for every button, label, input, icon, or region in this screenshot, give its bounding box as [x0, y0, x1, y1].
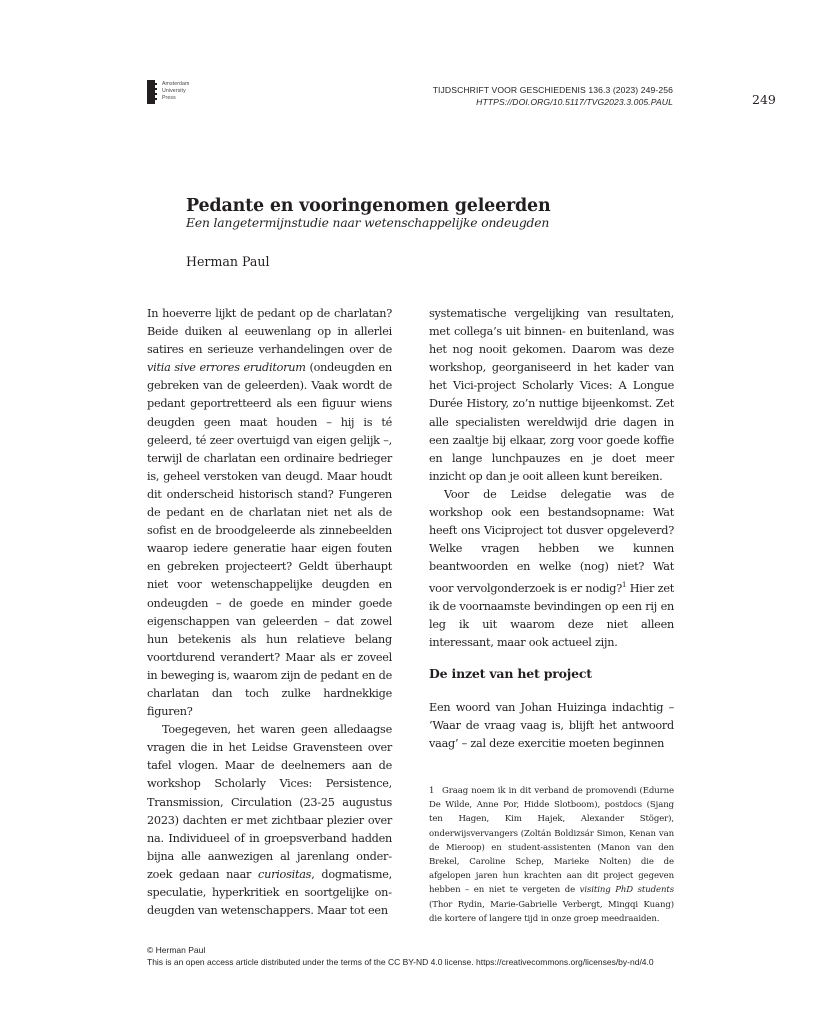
- body-paragraph: Een woord van Johan Huizinga indachtig – ‘Waar de vraag vaag is, blijft het antwoord vaag’ – zal deze exercitie moeten beginnen: [429, 701, 674, 751]
- article-subtitle: Een langetermijnstudie naar wetenschappelijke ondeugden: [186, 216, 550, 230]
- publisher-name-line: University: [162, 88, 186, 94]
- logo-notch: [155, 98, 157, 100]
- body-paragraph: [147, 305, 392, 721]
- body-paragraph: [147, 721, 392, 920]
- article-title: Pedante en vooringenomen geleerden: [186, 196, 551, 216]
- running-header: [433, 84, 673, 108]
- text-run: Hier zet ik de voornaamste bevindingen op een rij en leg ik uit waarom deze niet alleen interessant, maar ook actueel zijn.: [429, 582, 674, 650]
- footnote: [429, 784, 674, 926]
- body-paragraph: systematische vergelijking van resultaten, met collega’s uit binnen- en buitenland, was het nog nooit gekomen. Daarom was deze workshop, georganiseerd in het kader van het Vici-project Scholarly Vices: A Longue Durée History, zo’n nuttige bijeenkomst. Zet alle specialisten wereldwijd drie dagen in een zaaltje bij elkaar, zorg voor goede koffie en lange lunchpauzes en je doet meer inzicht op dan je ooit alleen kunt bereiken.: [429, 307, 674, 483]
- logo-notch: [155, 83, 157, 85]
- text-run: , dogmatisme, speculatie, hyperkritiek en soortgelijke ondeugden van wetenschappers. Maar tot een: [147, 867, 392, 918]
- body-paragraph: [429, 486, 674, 653]
- italic-term: visiting PhD students: [579, 885, 674, 896]
- page-number: 249: [752, 92, 776, 107]
- text-run: Toegegeven, het waren geen alledaagse vragen die in het Leidse Gravensteen over tafel vlogen. Maar de deelnemers aan de workshop Scholarly Vices: Persistence, Transmission, Circulation (23-25 augustus 2023) dachten er met zichtbaar plezier over na. Individueel of in groepsverband hadden bijna alle aanwezigen al jarenlang onderzoek gedaan naar: [147, 723, 392, 881]
- text-run: Voor de Leidse delegatie was de workshop ook een bestandsopname: Wat heeft ons Viciproject tot dusver opgeleverd? Welke vragen hebben we kunnen beantwoorden en welke (nog) niet? Wat voor vervolgonderzoek is er nodig?: [429, 487, 674, 596]
- text-run: (Thor Rydin, Marie-Gabrielle Verbergt, Mingqi Kuang) die kortere of langere tijd in onze groep meedraaiden.: [429, 899, 674, 924]
- section-heading: De inzet van het project: [429, 666, 592, 681]
- body-column-right: [429, 305, 674, 653]
- logo-notch: [155, 93, 157, 95]
- italic-term: curiositas: [258, 867, 312, 881]
- body-column-left: [147, 305, 392, 920]
- footnote-number: 1: [429, 786, 435, 796]
- publisher-name-line: Press: [162, 95, 176, 101]
- text-run: In hoeverre lijkt de pedant op de charlatan? Beide duiken al eeuwenlang op in allerlei satires en serieuze verhandelingen over de: [147, 307, 392, 357]
- italic-term: vitia sive errores eruditorum: [147, 361, 306, 375]
- publisher-name-line: Amsterdam: [162, 81, 190, 87]
- text-run: (ondeugden en gebreken van de geleerden). Vaak wordt de pedant geportretteerd als een figuur wiens deugden geen maat houden – hij is té geleerd, té zeer overtuigd van eigen gelijk –, terwijl de charlatan een ordinaire bedrieger is, geheel verstoken van deugd. Maar houdt dit onderscheid historisch stand? Fungeren de pedant en de charlatan niet net als de sofist en de broodgeleerde als zinnebeelden waarop iedere generatie haar eigen fouten en gebreken projecteert? Geldt überhaupt niet voor wetenschappelijke deugden en ondeugden – de goede en minder goede eigenschappen van geleerden – dat zowel hun betekenis als hun relatieve belang voortdurend verandert? Maar als er zoveel in beweging is, waarom zijn de pedant en de charlatan dan toch zulke hardnekkige figuren?: [147, 361, 393, 719]
- logo-notch: [155, 88, 157, 90]
- text-run: Graag noem ik in dit verband de promovendi (Edurne De Wilde, Anne Por, Hidde Slotboom), postdocs (Sjang ten Hagen, Kim Hajek, Alexander Stöger), onderwijsvervangers (Zoltán Boldizsár Simon, Kenan van de Mieroop) en student-assistenten (Manon van den Brekel, Caroline Schep, Marieke Nolten) die de afgelopen jaren hun krachten aan dit project gegeven hebben – en niet te vergeten de: [429, 786, 674, 896]
- article-author: Herman Paul: [186, 254, 270, 269]
- publisher-name: [162, 81, 189, 102]
- doi-link[interactable]: HTTPS://DOI.ORG/10.5117/TVG2023.3.005.PAUL: [476, 97, 673, 107]
- license-block: [147, 945, 654, 968]
- license-statement: This is an open access article distributed under the terms of the CC BY-ND 4.0 license. https://creativecommons.org/licenses/by-nd/4.0: [147, 956, 654, 967]
- publisher-logo: [147, 80, 207, 104]
- logo-bar-icon: [147, 80, 155, 104]
- journal-citation: TIJDSCHRIFT VOOR GESCHIEDENIS 136.3 (2023) 249-256: [432, 85, 673, 95]
- footnote-reference[interactable]: 1: [621, 581, 627, 590]
- copyright-notice: © Herman Paul: [147, 945, 206, 955]
